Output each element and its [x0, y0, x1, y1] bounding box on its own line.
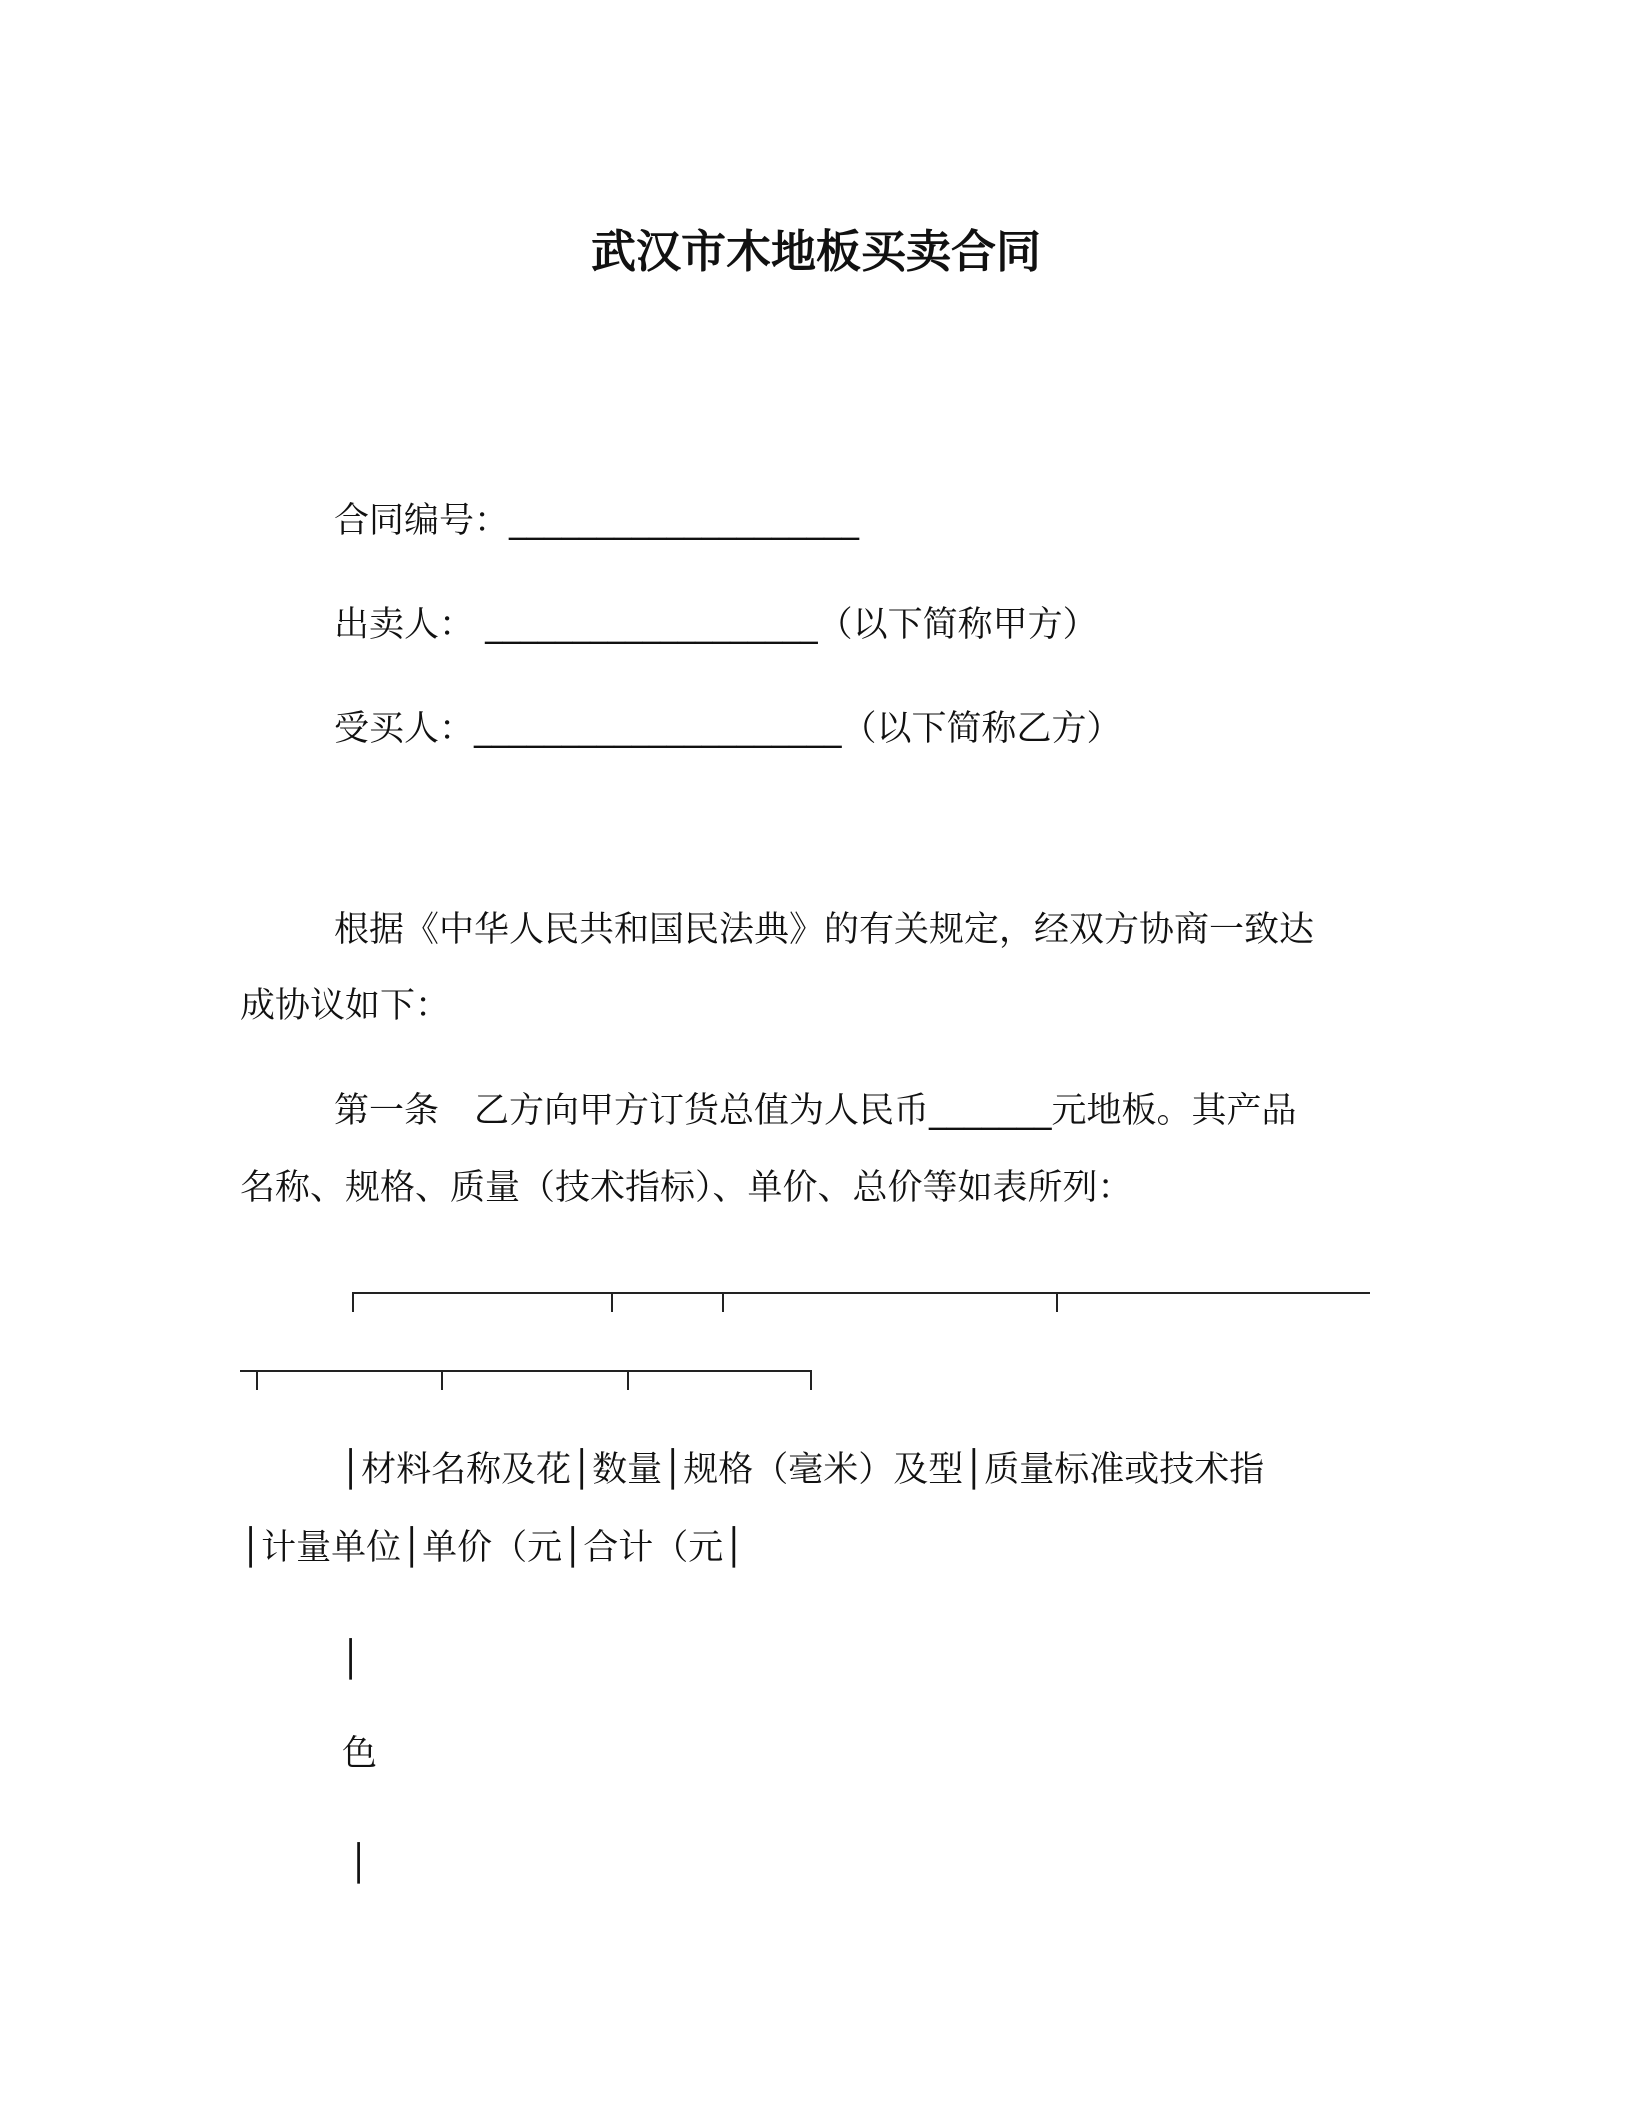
table-cell-border-2: │: [348, 1844, 370, 1884]
preamble-line-1: 根据《中华人民共和国民法典》的有关规定，经双方协商一致达: [334, 910, 1315, 950]
table-cell-continuation: 色: [342, 1734, 378, 1774]
article-1-line-2: 名称、规格、质量（技术指标）、单价、总价等如表所列：: [240, 1168, 1133, 1208]
table-header-row-1: │材料名称及花│数量│规格（毫米）及型│质量标准或技术指: [340, 1450, 1265, 1490]
article-1-line-1: 第一条 乙方向甲方订货总值为人民币_______元地板。其产品: [334, 1091, 1297, 1131]
document-title: 武汉市木地板买卖合同: [590, 225, 1041, 278]
preamble-line-2: 成协议如下：: [240, 986, 451, 1026]
contract-number-field: 合同编号：____________________: [334, 501, 860, 541]
table-cell-border-1: │: [340, 1640, 362, 1680]
buyer-field: 受买人：_____________________（以下简称乙方）: [334, 709, 1122, 749]
seller-field: 出卖人： ___________________（以下简称甲方）: [334, 605, 1098, 645]
table-header-row-2: │计量单位│单价（元│合计（元│: [240, 1528, 745, 1568]
